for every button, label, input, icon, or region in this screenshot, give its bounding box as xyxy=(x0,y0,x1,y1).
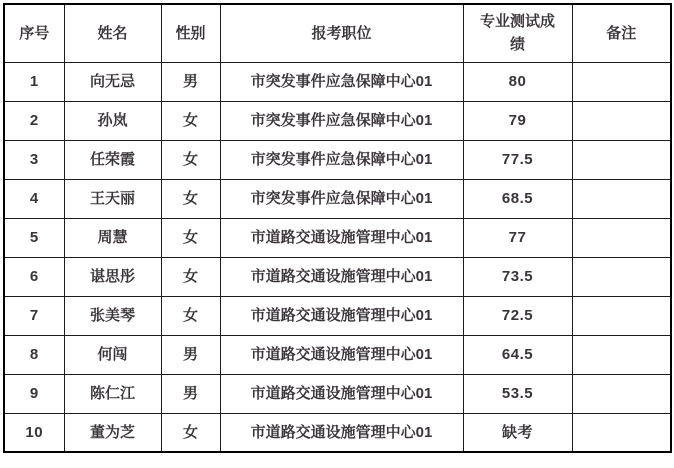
cell-score: 77 xyxy=(463,218,572,257)
header-remarks: 备注 xyxy=(572,4,671,62)
cell-remarks xyxy=(572,257,671,296)
cell-remarks xyxy=(572,218,671,257)
header-gender: 性别 xyxy=(161,4,220,62)
cell-name: 王天丽 xyxy=(64,179,161,218)
cell-serial: 2 xyxy=(4,101,64,140)
cell-position: 市道路交通设施管理中心01 xyxy=(220,218,463,257)
cell-score: 缺考 xyxy=(463,413,572,452)
cell-gender: 女 xyxy=(161,413,220,452)
cell-serial: 7 xyxy=(4,296,64,335)
cell-name: 张美琴 xyxy=(64,296,161,335)
table-row xyxy=(4,257,671,296)
cell-position: 市突发事件应急保障中心01 xyxy=(220,101,463,140)
cell-score: 80 xyxy=(463,62,572,101)
cell-score: 79 xyxy=(463,101,572,140)
cell-gender: 男 xyxy=(161,335,220,374)
cell-gender: 女 xyxy=(161,218,220,257)
exam-score-table xyxy=(3,3,672,453)
cell-position: 市道路交通设施管理中心01 xyxy=(220,413,463,452)
cell-name: 任荣霞 xyxy=(64,140,161,179)
table-row xyxy=(4,62,671,101)
cell-name: 何闯 xyxy=(64,335,161,374)
table-row xyxy=(4,296,671,335)
header-serial: 序号 xyxy=(4,4,64,62)
cell-gender: 女 xyxy=(161,296,220,335)
cell-name: 陈仁江 xyxy=(64,374,161,413)
cell-remarks xyxy=(572,374,671,413)
cell-serial: 1 xyxy=(4,62,64,101)
cell-position: 市突发事件应急保障中心01 xyxy=(220,179,463,218)
cell-position: 市道路交通设施管理中心01 xyxy=(220,296,463,335)
header-score: 专业测试成绩 xyxy=(463,4,572,62)
cell-remarks xyxy=(572,62,671,101)
table-row xyxy=(4,179,671,218)
cell-serial: 6 xyxy=(4,257,64,296)
cell-position: 市道路交通设施管理中心01 xyxy=(220,335,463,374)
cell-name: 向无忌 xyxy=(64,62,161,101)
cell-score: 53.5 xyxy=(463,374,572,413)
table-row xyxy=(4,413,671,452)
cell-serial: 10 xyxy=(4,413,64,452)
cell-score: 72.5 xyxy=(463,296,572,335)
cell-position: 市突发事件应急保障中心01 xyxy=(220,140,463,179)
table-row xyxy=(4,4,671,62)
cell-name: 孙岚 xyxy=(64,101,161,140)
cell-position: 市道路交通设施管理中心01 xyxy=(220,374,463,413)
cell-name: 周慧 xyxy=(64,218,161,257)
table-row xyxy=(4,140,671,179)
cell-remarks xyxy=(572,101,671,140)
header-name: 姓名 xyxy=(64,4,161,62)
cell-name: 谌思彤 xyxy=(64,257,161,296)
cell-remarks xyxy=(572,140,671,179)
cell-position: 市突发事件应急保障中心01 xyxy=(220,62,463,101)
cell-gender: 男 xyxy=(161,62,220,101)
cell-gender: 女 xyxy=(161,101,220,140)
cell-gender: 女 xyxy=(161,140,220,179)
cell-gender: 男 xyxy=(161,374,220,413)
cell-score: 64.5 xyxy=(463,335,572,374)
cell-serial: 9 xyxy=(4,374,64,413)
cell-score: 77.5 xyxy=(463,140,572,179)
cell-name: 董为芝 xyxy=(64,413,161,452)
cell-remarks xyxy=(572,335,671,374)
table-row xyxy=(4,335,671,374)
table-row xyxy=(4,374,671,413)
table-row xyxy=(4,101,671,140)
table-body xyxy=(4,62,671,452)
cell-gender: 女 xyxy=(161,257,220,296)
cell-serial: 5 xyxy=(4,218,64,257)
table-row xyxy=(4,218,671,257)
cell-serial: 4 xyxy=(4,179,64,218)
cell-gender: 女 xyxy=(161,179,220,218)
cell-position: 市道路交通设施管理中心01 xyxy=(220,257,463,296)
cell-serial: 8 xyxy=(4,335,64,374)
cell-score: 68.5 xyxy=(463,179,572,218)
cell-score: 73.5 xyxy=(463,257,572,296)
cell-remarks xyxy=(572,179,671,218)
table-header-row xyxy=(4,4,671,62)
header-position: 报考职位 xyxy=(220,4,463,62)
cell-serial: 3 xyxy=(4,140,64,179)
cell-remarks xyxy=(572,296,671,335)
cell-remarks xyxy=(572,413,671,452)
